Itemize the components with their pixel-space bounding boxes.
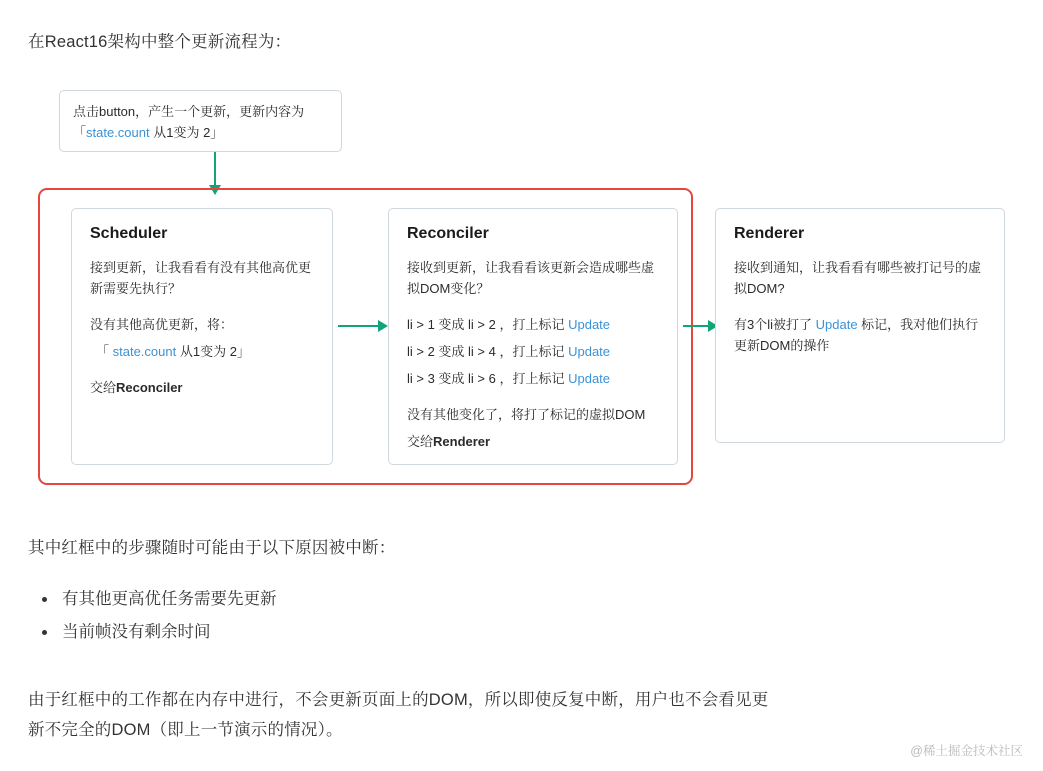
- reconciler-p3: [407, 431, 659, 452]
- renderer-p2-code: Update: [815, 317, 858, 332]
- scheduler-p3: [90, 341, 314, 362]
- trigger-line-2: [73, 122, 328, 143]
- arrow-scheduler-to-reconciler-icon: [338, 325, 378, 327]
- reconciler-row-1-tag: Update: [568, 344, 611, 359]
- scheduler-p3-suffix: 从1变为 2」: [176, 344, 250, 359]
- reconciler-p3-bold: Renderer: [433, 434, 491, 449]
- scheduler-p2: 没有其他高优更新，将：: [90, 317, 234, 332]
- arrow-down-icon: [214, 152, 216, 188]
- paragraph-memory-work: [28, 685, 1013, 745]
- interrupt-reason-list: [28, 583, 277, 649]
- renderer-p2: [734, 314, 986, 356]
- trigger-code: state.count: [86, 125, 150, 140]
- trigger-event-box: [59, 90, 342, 152]
- reconciler-title: Reconciler: [407, 225, 489, 242]
- renderer-p2-prefix: 有3个li被打了: [734, 317, 816, 332]
- scheduler-p4-bold: Reconciler: [116, 380, 183, 395]
- reconciler-p1: 接收到更新，让我看看该更新会造成哪些虚拟DOM变化？: [407, 260, 655, 296]
- reconciler-row-0-tag: Update: [568, 317, 611, 332]
- reconciler-row-1: [407, 341, 659, 362]
- scheduler-p3-code: state.count: [112, 344, 177, 359]
- scheduler-p4-prefix: 交给: [90, 380, 117, 395]
- trigger-suffix: 从1变为 2」: [149, 125, 224, 140]
- list-item: • 当前帧没有剩余时间: [58, 616, 277, 649]
- watermark-text: @稀土掘金技术社区: [910, 744, 1023, 758]
- scheduler-card: [71, 208, 333, 465]
- paragraph-memory-work-line-2: 新不完全的DOM（即上一节演示的情况）。: [28, 721, 343, 739]
- paragraph-interrupt-reasons: 其中红框中的步骤随时可能由于以下原因被中断：: [28, 539, 396, 557]
- renderer-p2-suffix: 标记，我对他们执行更新DOM的操作: [734, 317, 979, 353]
- reconciler-row-0-text: li > 1 变成 li > 2 ，打上标记: [407, 317, 569, 332]
- intro-text: 在React16架构中整个更新流程为：: [28, 33, 292, 51]
- renderer-title: Renderer: [734, 225, 805, 242]
- react16-update-flow-diagram: [28, 85, 1018, 500]
- list-item: • 有其他更高优任务需要先更新: [58, 583, 277, 616]
- reconciler-p2: 没有其他变化了，将打了标记的虚拟DOM: [407, 407, 646, 422]
- paragraph-memory-work-line-1: 由于红框中的工作都在内存中进行，不会更新页面上的DOM，所以即使反复中断，用户也不会看见更: [28, 691, 769, 709]
- scheduler-p1: 接到更新，让我看看有没有其他高优更新需要先执行？: [90, 260, 312, 296]
- trigger-prefix: 「: [73, 125, 87, 140]
- scheduler-p4: [90, 377, 314, 398]
- reconciler-row-0: [407, 314, 659, 335]
- renderer-card: [715, 208, 1005, 443]
- reconciler-row-2-text: li > 3 变成 li > 6 ，打上标记: [407, 371, 569, 386]
- reconciler-card: [388, 208, 678, 465]
- reconciler-row-2-tag: Update: [568, 371, 611, 386]
- scheduler-p3-prefix: 「: [96, 344, 113, 359]
- reconciler-row-1-text: li > 2 变成 li > 4 ，打上标记: [407, 344, 569, 359]
- trigger-line-1: 点击button，产生一个更新，更新内容为: [73, 104, 305, 119]
- reconciler-row-2: [407, 368, 659, 389]
- arrow-reconciler-to-renderer-icon: [683, 325, 708, 327]
- renderer-p1: 接收到通知，让我看看有哪些被打记号的虚拟DOM?: [734, 260, 982, 296]
- scheduler-title: Scheduler: [90, 225, 168, 242]
- reconciler-p3-prefix: 交给: [407, 434, 434, 449]
